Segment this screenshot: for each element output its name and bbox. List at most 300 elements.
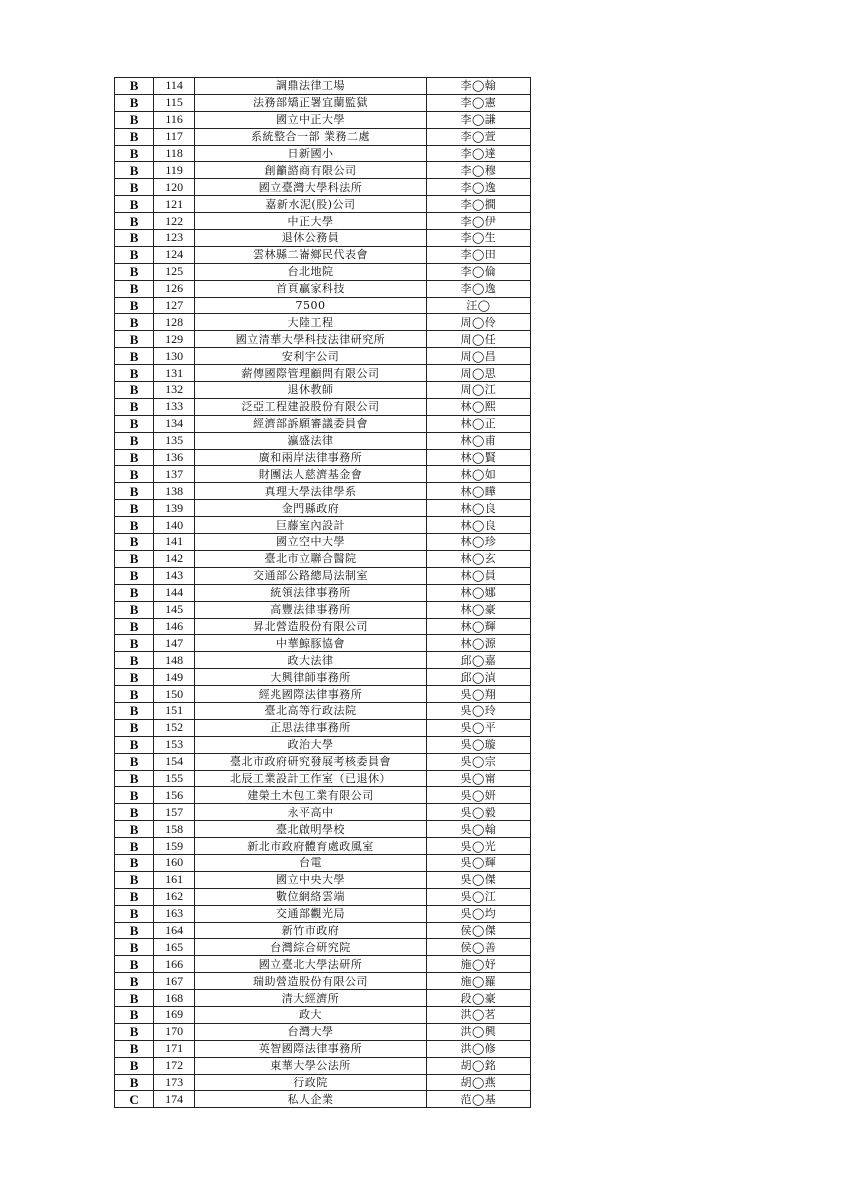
table-row	[115, 94, 531, 111]
group-cell: B	[115, 162, 154, 179]
organization-cell: 新北市政府體育處政風室	[195, 838, 427, 855]
number-cell: 124	[154, 246, 195, 263]
group-cell: B	[115, 939, 154, 956]
person-name-cell: 李◯伊	[426, 213, 530, 230]
number-cell: 167	[154, 973, 195, 990]
number-cell: 129	[154, 331, 195, 348]
roster-table	[114, 77, 531, 1108]
organization-cell: 交通部觀光局	[195, 905, 427, 922]
number-cell: 135	[154, 432, 195, 449]
number-cell: 140	[154, 517, 195, 534]
group-cell: B	[115, 804, 154, 821]
number-cell: 117	[154, 128, 195, 145]
number-cell: 159	[154, 838, 195, 855]
person-name-cell: 吳◯玲	[426, 702, 530, 719]
organization-cell: 創籲諮商有限公司	[195, 162, 427, 179]
person-name-cell: 林◯瞱	[426, 483, 530, 500]
number-cell: 141	[154, 534, 195, 551]
table-row	[115, 719, 531, 736]
person-name-cell: 周◯任	[426, 331, 530, 348]
group-cell: B	[115, 365, 154, 382]
group-cell: B	[115, 973, 154, 990]
number-cell: 144	[154, 584, 195, 601]
table-row	[115, 78, 531, 95]
group-cell: B	[115, 770, 154, 787]
group-cell: B	[115, 550, 154, 567]
organization-cell: 法務部矯正署宜蘭監獄	[195, 94, 427, 111]
organization-cell: 瑞助營造股份有限公司	[195, 973, 427, 990]
person-name-cell: 林◯豪	[426, 601, 530, 618]
person-name-cell: 林◯如	[426, 466, 530, 483]
group-cell: B	[115, 213, 154, 230]
group-cell: B	[115, 398, 154, 415]
organization-cell: 清大經濟所	[195, 990, 427, 1007]
table-row	[115, 702, 531, 719]
person-name-cell: 李◯田	[426, 246, 530, 263]
organization-cell: 中華鯨豚協會	[195, 635, 427, 652]
group-cell: B	[115, 415, 154, 432]
group-cell: B	[115, 838, 154, 855]
table-row	[115, 314, 531, 331]
group-cell: B	[115, 331, 154, 348]
table-row	[115, 939, 531, 956]
group-cell: C	[115, 1091, 154, 1108]
group-cell: B	[115, 280, 154, 297]
organization-cell: 退休公務員	[195, 230, 427, 247]
organization-cell: 政大	[195, 1006, 427, 1023]
organization-cell: 國立中央大學	[195, 871, 427, 888]
group-cell: B	[115, 888, 154, 905]
number-cell: 152	[154, 719, 195, 736]
table-row	[115, 905, 531, 922]
person-name-cell: 吳◯平	[426, 719, 530, 736]
group-cell: B	[115, 905, 154, 922]
number-cell: 156	[154, 787, 195, 804]
group-cell: B	[115, 466, 154, 483]
table-row	[115, 128, 531, 145]
table-row	[115, 246, 531, 263]
person-name-cell: 林◯正	[426, 415, 530, 432]
table-row	[115, 635, 531, 652]
person-name-cell: 吳◯翔	[426, 686, 530, 703]
group-cell: B	[115, 567, 154, 584]
table-row	[115, 736, 531, 753]
person-name-cell: 林◯賢	[426, 449, 530, 466]
table-row	[115, 517, 531, 534]
person-name-cell: 李◯逸	[426, 280, 530, 297]
table-row	[115, 196, 531, 213]
number-cell: 119	[154, 162, 195, 179]
table-row	[115, 1006, 531, 1023]
person-name-cell: 邱◯嘉	[426, 652, 530, 669]
organization-cell: 大興律師事務所	[195, 669, 427, 686]
table-row	[115, 432, 531, 449]
group-cell: B	[115, 348, 154, 365]
person-name-cell: 林◯熙	[426, 398, 530, 415]
number-cell: 131	[154, 365, 195, 382]
group-cell: B	[115, 871, 154, 888]
group-cell: B	[115, 230, 154, 247]
number-cell: 125	[154, 263, 195, 280]
group-cell: B	[115, 145, 154, 162]
organization-cell: 臺北市政府研究發展考核委員會	[195, 753, 427, 770]
number-cell: 134	[154, 415, 195, 432]
group-cell: B	[115, 432, 154, 449]
group-cell: B	[115, 1023, 154, 1040]
table-row	[115, 871, 531, 888]
number-cell: 114	[154, 78, 195, 95]
person-name-cell: 李◯萱	[426, 128, 530, 145]
table-row	[115, 230, 531, 247]
table-row	[115, 973, 531, 990]
person-name-cell: 周◯江	[426, 382, 530, 399]
group-cell: B	[115, 314, 154, 331]
table-row	[115, 770, 531, 787]
person-name-cell: 吳◯璇	[426, 736, 530, 753]
organization-cell: 台灣綜合研究院	[195, 939, 427, 956]
number-cell: 157	[154, 804, 195, 821]
person-name-cell: 李◯達	[426, 145, 530, 162]
number-cell: 166	[154, 956, 195, 973]
number-cell: 163	[154, 905, 195, 922]
table-row	[115, 652, 531, 669]
person-name-cell: 林◯甫	[426, 432, 530, 449]
group-cell: B	[115, 1074, 154, 1091]
number-cell: 173	[154, 1074, 195, 1091]
organization-cell: 金門縣政府	[195, 500, 427, 517]
group-cell: B	[115, 196, 154, 213]
organization-cell: 行政院	[195, 1074, 427, 1091]
organization-cell: 國立空中大學	[195, 534, 427, 551]
group-cell: B	[115, 297, 154, 314]
number-cell: 151	[154, 702, 195, 719]
organization-cell: 昇北營造股份有限公司	[195, 618, 427, 635]
number-cell: 120	[154, 179, 195, 196]
number-cell: 158	[154, 821, 195, 838]
organization-cell: 臺北高等行政法院	[195, 702, 427, 719]
number-cell: 126	[154, 280, 195, 297]
group-cell: B	[115, 534, 154, 551]
group-cell: B	[115, 1057, 154, 1074]
person-name-cell: 吳◯輝	[426, 854, 530, 871]
person-name-cell: 胡◯銘	[426, 1057, 530, 1074]
number-cell: 145	[154, 601, 195, 618]
number-cell: 146	[154, 618, 195, 635]
table-row	[115, 213, 531, 230]
group-cell: B	[115, 854, 154, 871]
number-cell: 115	[154, 94, 195, 111]
number-cell: 149	[154, 669, 195, 686]
number-cell: 130	[154, 348, 195, 365]
number-cell: 132	[154, 382, 195, 399]
organization-cell: 經兆國際法律事務所	[195, 686, 427, 703]
number-cell: 118	[154, 145, 195, 162]
number-cell: 133	[154, 398, 195, 415]
table-row	[115, 179, 531, 196]
table-row	[115, 753, 531, 770]
group-cell: B	[115, 449, 154, 466]
number-cell: 164	[154, 922, 195, 939]
table-row	[115, 990, 531, 1007]
table-row	[115, 956, 531, 973]
number-cell: 155	[154, 770, 195, 787]
number-cell: 171	[154, 1040, 195, 1057]
group-cell: B	[115, 787, 154, 804]
person-name-cell: 吳◯甯	[426, 770, 530, 787]
organization-cell: 數位網絡雲端	[195, 888, 427, 905]
table-row	[115, 601, 531, 618]
organization-cell: 台灣大學	[195, 1023, 427, 1040]
person-name-cell: 林◯玄	[426, 550, 530, 567]
group-cell: B	[115, 94, 154, 111]
group-cell: B	[115, 753, 154, 770]
number-cell: 148	[154, 652, 195, 669]
group-cell: B	[115, 517, 154, 534]
organization-cell: 國立臺灣大學科法所	[195, 179, 427, 196]
organization-cell: 國立清華大學科技法律研究所	[195, 331, 427, 348]
person-name-cell: 吳◯傑	[426, 871, 530, 888]
organization-cell: 私人企業	[195, 1091, 427, 1108]
organization-cell: 英智國際法律事務所	[195, 1040, 427, 1057]
table-row	[115, 1040, 531, 1057]
person-name-cell: 林◯源	[426, 635, 530, 652]
organization-cell: 退休教師	[195, 382, 427, 399]
table-row	[115, 398, 531, 415]
number-cell: 139	[154, 500, 195, 517]
table-row	[115, 854, 531, 871]
table-row	[115, 618, 531, 635]
table-row	[115, 483, 531, 500]
person-name-cell: 吳◯江	[426, 888, 530, 905]
table-row	[115, 1074, 531, 1091]
group-cell: B	[115, 686, 154, 703]
organization-cell: 泛亞工程建設股份有限公司	[195, 398, 427, 415]
organization-cell: 新竹市政府	[195, 922, 427, 939]
number-cell: 153	[154, 736, 195, 753]
number-cell: 169	[154, 1006, 195, 1023]
person-name-cell: 吳◯光	[426, 838, 530, 855]
group-cell: B	[115, 702, 154, 719]
organization-cell: 系統整合一部 業務二處	[195, 128, 427, 145]
organization-cell: 經濟部訴願審議委員會	[195, 415, 427, 432]
table-row	[115, 1091, 531, 1108]
group-cell: B	[115, 246, 154, 263]
organization-cell: 臺北市立聯合醫院	[195, 550, 427, 567]
organization-cell: 調鼎法律工場	[195, 78, 427, 95]
person-name-cell: 李◯撊	[426, 196, 530, 213]
group-cell: B	[115, 652, 154, 669]
group-cell: B	[115, 1006, 154, 1023]
person-name-cell: 施◯妤	[426, 956, 530, 973]
table-row	[115, 280, 531, 297]
person-name-cell: 林◯員	[426, 567, 530, 584]
organization-cell: 財團法人慈濟基金會	[195, 466, 427, 483]
group-cell: B	[115, 635, 154, 652]
person-name-cell: 段◯豪	[426, 990, 530, 1007]
person-name-cell: 林◯良	[426, 517, 530, 534]
person-name-cell: 李◯穆	[426, 162, 530, 179]
number-cell: 174	[154, 1091, 195, 1108]
person-name-cell: 吳◯妍	[426, 787, 530, 804]
group-cell: B	[115, 128, 154, 145]
organization-cell: 高豐法律事務所	[195, 601, 427, 618]
number-cell: 116	[154, 111, 195, 128]
group-cell: B	[115, 500, 154, 517]
organization-cell: 廣和兩岸法律事務所	[195, 449, 427, 466]
organization-cell: 日新國小	[195, 145, 427, 162]
person-name-cell: 吳◯宗	[426, 753, 530, 770]
group-cell: B	[115, 821, 154, 838]
organization-cell: 7500	[195, 297, 427, 314]
table-row	[115, 263, 531, 280]
organization-cell: 臺北啟明學校	[195, 821, 427, 838]
person-name-cell: 李◯翰	[426, 78, 530, 95]
table-row	[115, 534, 531, 551]
number-cell: 121	[154, 196, 195, 213]
number-cell: 128	[154, 314, 195, 331]
organization-cell: 瀛盛法律	[195, 432, 427, 449]
table-row	[115, 162, 531, 179]
number-cell: 165	[154, 939, 195, 956]
table-row	[115, 922, 531, 939]
group-cell: B	[115, 956, 154, 973]
person-name-cell: 李◯倫	[426, 263, 530, 280]
group-cell: B	[115, 584, 154, 601]
person-name-cell: 林◯珍	[426, 534, 530, 551]
number-cell: 136	[154, 449, 195, 466]
table-row	[115, 365, 531, 382]
number-cell: 127	[154, 297, 195, 314]
group-cell: B	[115, 382, 154, 399]
table-row	[115, 686, 531, 703]
person-name-cell: 洪◯修	[426, 1040, 530, 1057]
person-name-cell: 吳◯毅	[426, 804, 530, 821]
table-row	[115, 550, 531, 567]
number-cell: 123	[154, 230, 195, 247]
number-cell: 170	[154, 1023, 195, 1040]
table-row	[115, 466, 531, 483]
group-cell: B	[115, 601, 154, 618]
number-cell: 138	[154, 483, 195, 500]
table-row	[115, 888, 531, 905]
organization-cell: 嘉新水泥(股)公司	[195, 196, 427, 213]
person-name-cell: 林◯良	[426, 500, 530, 517]
organization-cell: 台電	[195, 854, 427, 871]
group-cell: B	[115, 719, 154, 736]
organization-cell: 統領法律事務所	[195, 584, 427, 601]
number-cell: 172	[154, 1057, 195, 1074]
organization-cell: 雲林縣二崙鄉民代表會	[195, 246, 427, 263]
number-cell: 150	[154, 686, 195, 703]
group-cell: B	[115, 78, 154, 95]
table-row	[115, 567, 531, 584]
table-row	[115, 145, 531, 162]
group-cell: B	[115, 990, 154, 1007]
person-name-cell: 施◯羅	[426, 973, 530, 990]
table-row	[115, 331, 531, 348]
number-cell: 122	[154, 213, 195, 230]
group-cell: B	[115, 922, 154, 939]
organization-cell: 國立中正大學	[195, 111, 427, 128]
person-name-cell: 李◯謙	[426, 111, 530, 128]
person-name-cell: 周◯伶	[426, 314, 530, 331]
person-name-cell: 林◯娜	[426, 584, 530, 601]
number-cell: 161	[154, 871, 195, 888]
number-cell: 154	[154, 753, 195, 770]
organization-cell: 北辰工業設計工作室（已退休）	[195, 770, 427, 787]
person-name-cell: 范◯基	[426, 1091, 530, 1108]
number-cell: 147	[154, 635, 195, 652]
person-name-cell: 林◯輝	[426, 618, 530, 635]
group-cell: B	[115, 483, 154, 500]
organization-cell: 交通部公路總局法制室	[195, 567, 427, 584]
person-name-cell: 吳◯均	[426, 905, 530, 922]
number-cell: 142	[154, 550, 195, 567]
table-row	[115, 348, 531, 365]
number-cell: 160	[154, 854, 195, 871]
person-name-cell: 洪◯興	[426, 1023, 530, 1040]
group-cell: B	[115, 263, 154, 280]
table-row	[115, 838, 531, 855]
organization-cell: 永平高中	[195, 804, 427, 821]
organization-cell: 安利宇公司	[195, 348, 427, 365]
organization-cell: 東華大學公法所	[195, 1057, 427, 1074]
number-cell: 162	[154, 888, 195, 905]
organization-cell: 台北地院	[195, 263, 427, 280]
organization-cell: 薪傳國際管理顧問有限公司	[195, 365, 427, 382]
table-row	[115, 449, 531, 466]
table-row	[115, 415, 531, 432]
organization-cell: 政大法律	[195, 652, 427, 669]
person-name-cell: 汪◯	[426, 297, 530, 314]
person-name-cell: 吳◯翰	[426, 821, 530, 838]
organization-cell: 國立臺北大學法研所	[195, 956, 427, 973]
table-row	[115, 382, 531, 399]
group-cell: B	[115, 111, 154, 128]
organization-cell: 首頁贏家科技	[195, 280, 427, 297]
organization-cell: 正思法律事務所	[195, 719, 427, 736]
organization-cell: 巨藤室內設計	[195, 517, 427, 534]
group-cell: B	[115, 618, 154, 635]
table-row	[115, 804, 531, 821]
number-cell: 168	[154, 990, 195, 1007]
person-name-cell: 李◯生	[426, 230, 530, 247]
table-row	[115, 500, 531, 517]
group-cell: B	[115, 179, 154, 196]
group-cell: B	[115, 736, 154, 753]
table-row	[115, 1057, 531, 1074]
number-cell: 137	[154, 466, 195, 483]
table-row	[115, 1023, 531, 1040]
table-row	[115, 669, 531, 686]
person-name-cell: 周◯昌	[426, 348, 530, 365]
person-name-cell: 周◯思	[426, 365, 530, 382]
table-row	[115, 821, 531, 838]
organization-cell: 政治大學	[195, 736, 427, 753]
person-name-cell: 胡◯燕	[426, 1074, 530, 1091]
roster-table-body	[115, 78, 531, 1108]
table-row	[115, 111, 531, 128]
group-cell: B	[115, 1040, 154, 1057]
group-cell: B	[115, 669, 154, 686]
person-name-cell: 李◯逸	[426, 179, 530, 196]
person-name-cell: 侯◯傑	[426, 922, 530, 939]
person-name-cell: 李◯憲	[426, 94, 530, 111]
organization-cell: 中正大學	[195, 213, 427, 230]
organization-cell: 建榮土木包工業有限公司	[195, 787, 427, 804]
table-row	[115, 584, 531, 601]
organization-cell: 真理大學法律學系	[195, 483, 427, 500]
